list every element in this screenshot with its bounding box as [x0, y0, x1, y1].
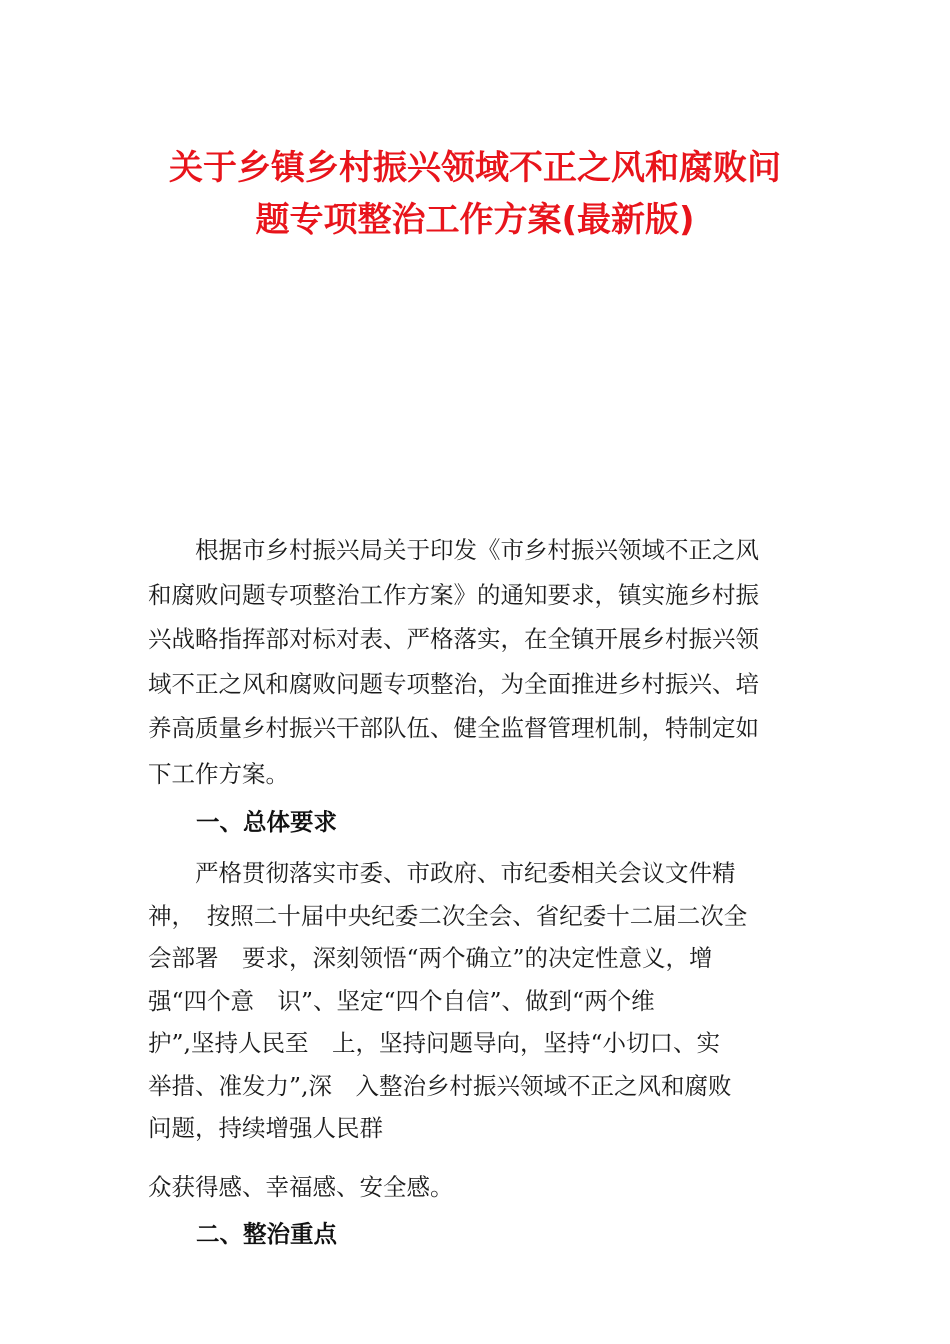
- section-1-line: 举措、准发力”,深 入整治乡村振兴领域不正之风和腐败: [148, 1071, 732, 1100]
- intro-line: 养高质量乡村振兴干部队伍、健全监督管理机制，特制定如: [148, 714, 759, 742]
- section-heading-key-rectification: 二、整治重点: [196, 1220, 337, 1248]
- intro-line: 域不正之风和腐败问题专项整治，为全面推进乡村振兴、培: [148, 669, 759, 698]
- section-1-line: 强“四个意 识”、坚定“四个自信”、做到“两个维: [148, 986, 655, 1015]
- intro-paragraph: [148, 528, 810, 751]
- document-title-line-1: 关于乡镇乡村振兴领域不正之风和腐败问: [169, 148, 781, 188]
- section-1-paragraph: [148, 852, 810, 1150]
- section-1-line: 护”,坚持人民至 上，坚持问题导向，坚持“小切口、实: [148, 1029, 720, 1057]
- section-1-line: 神， 按照二十届中央纪委二次全会、省纪委十二届二次全: [148, 901, 748, 930]
- section-1-line: 严格贯彻落实市委、市政府、市纪委相关会议文件精: [148, 859, 736, 887]
- intro-line: 和腐败问题专项整治工作方案》的通知要求，镇实施乡村振: [148, 580, 759, 609]
- intro-last-line: 下工作方案。: [148, 760, 289, 788]
- document-title-line-2: 题专项整治工作方案(最新版): [255, 200, 695, 240]
- section-1-line: 会部署 要求，深刻领悟“两个确立”的决定性意义，增: [148, 944, 713, 972]
- intro-line: 兴战略指挥部对标对表、严格落实，在全镇开展乡村振兴领: [148, 625, 759, 653]
- section-1-line: 问题，持续增强人民群: [148, 1114, 383, 1142]
- section-1-last-line: 众获得感、幸福感、安全感。: [148, 1173, 454, 1201]
- section-heading-general-requirements: 一、总体要求: [196, 808, 337, 836]
- intro-line: 根据市乡村振兴局关于印发《市乡村振兴领域不正之风: [148, 536, 759, 564]
